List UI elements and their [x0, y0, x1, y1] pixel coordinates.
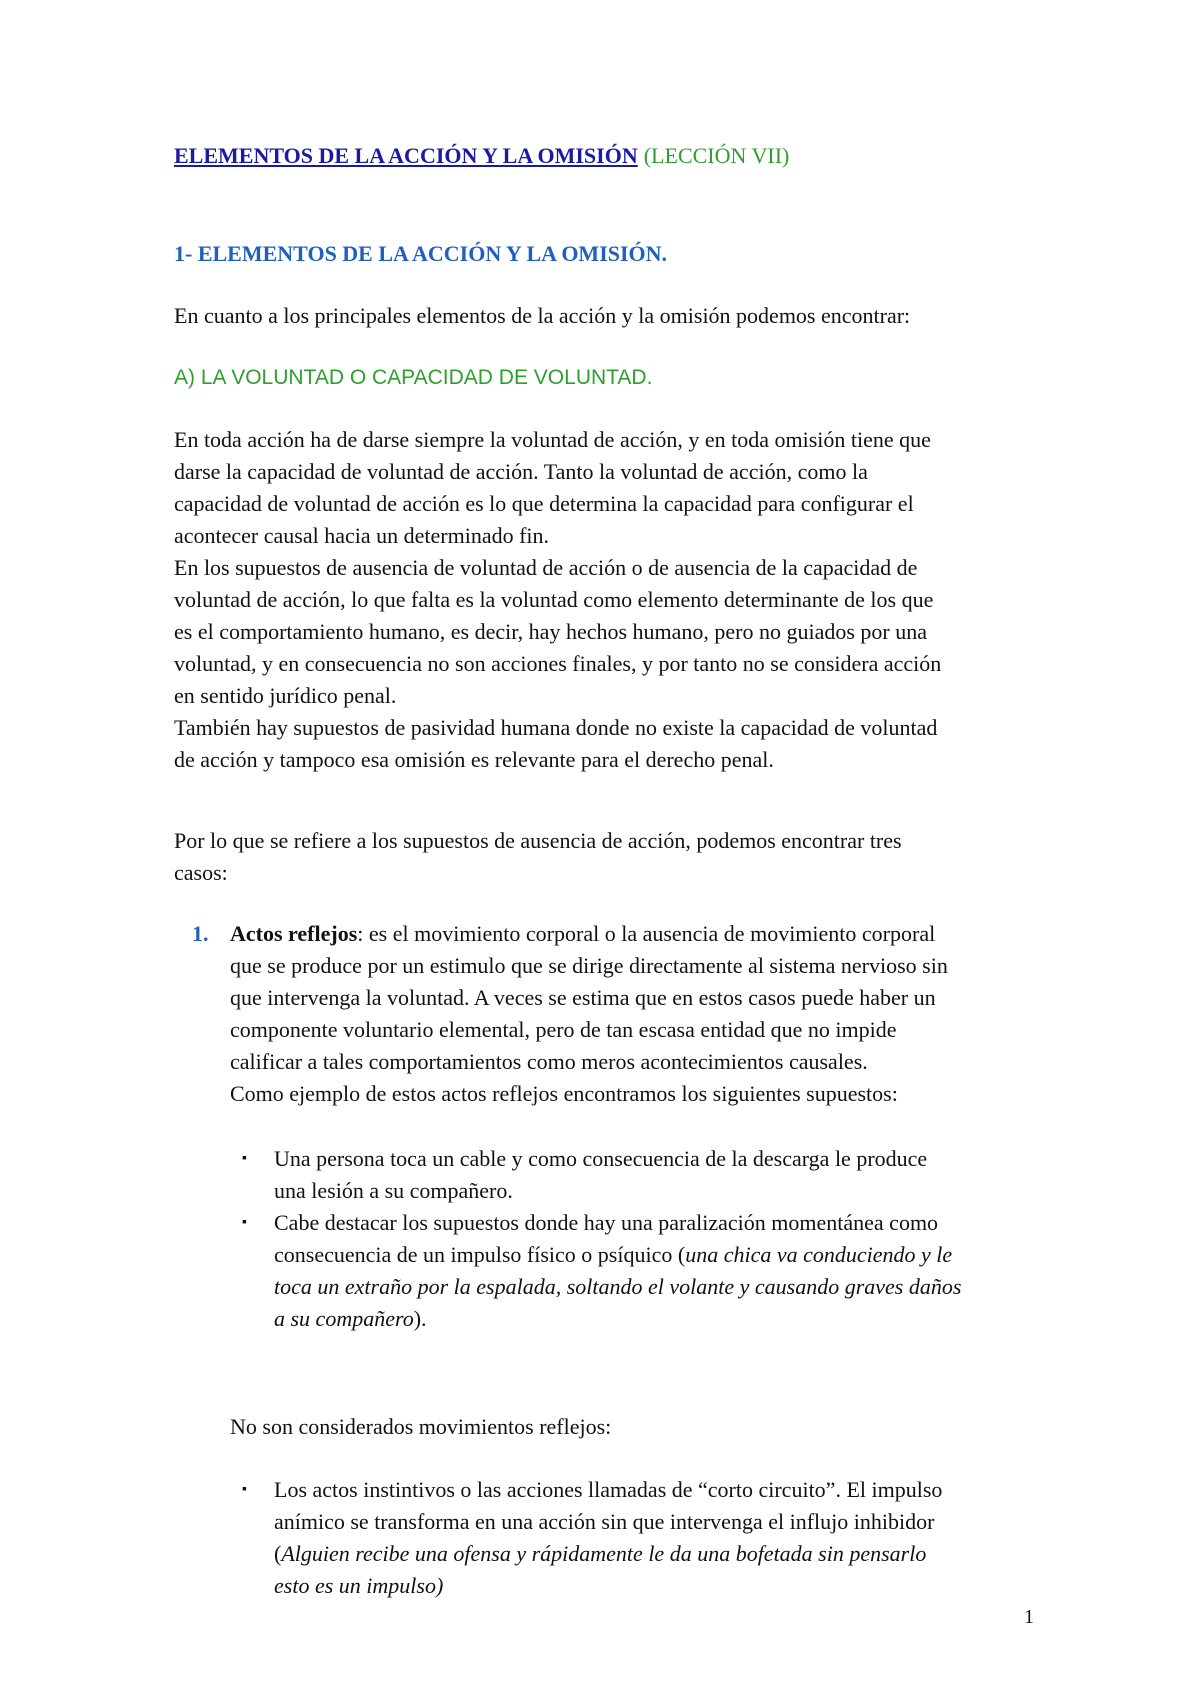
- bullet-example: una chica va conduciendo y le: [685, 1242, 953, 1267]
- paragraph-ausencia: [174, 825, 1044, 889]
- square-bullet-icon: ▪: [242, 1215, 247, 1230]
- bullet-line: Una persona toca un cable y como consecuencia de la descarga le produce: [274, 1146, 928, 1171]
- para-line: de acción y tampoco esa omisión es relevante para el derecho penal.: [174, 747, 774, 772]
- title-suffix: (LECCIÓN VII): [643, 143, 790, 168]
- subsection-heading: A) LA VOLUNTAD O CAPACIDAD DE VOLUNTAD.: [174, 366, 653, 389]
- square-bullet-icon: ▪: [242, 1151, 247, 1166]
- bullet-example-line: esto es un impulso): [274, 1573, 444, 1598]
- list-item-text: : es el movimiento corporal o la ausencia de movimiento corporal: [357, 921, 936, 946]
- bullet-item: [274, 1143, 1054, 1207]
- list-number: 1.: [192, 921, 209, 946]
- intro-paragraph: En cuanto a los principales elementos de la acción y la omisión podemos encontrar:: [174, 303, 911, 328]
- bullet-open: (: [274, 1541, 282, 1566]
- title-main: ELEMENTOS DE LA ACCIÓN Y LA OMISIÓN: [174, 143, 638, 168]
- para-line: casos:: [174, 860, 228, 885]
- page-number: 1: [1024, 1606, 1034, 1628]
- para-line: En toda acción ha de darse siempre la voluntad de acción, y en toda omisión tiene que: [174, 427, 931, 452]
- para-line: También hay supuestos de pasividad humana donde no existe la capacidad de voluntad: [174, 715, 938, 740]
- square-bullet-icon: ▪: [242, 1482, 247, 1497]
- section-heading: 1- ELEMENTOS DE LA ACCIÓN Y LA OMISIÓN.: [174, 241, 668, 266]
- list-item-body: [230, 918, 1050, 1110]
- para-line: Por lo que se refiere a los supuestos de ausencia de acción, podemos encontrar tres: [174, 828, 902, 853]
- para-line: capacidad de voluntad de acción es lo que determina la capacidad para configurar el: [174, 491, 914, 516]
- list-item-line: que se produce por un estimulo que se dirige directamente al sistema nervioso sin: [230, 953, 948, 978]
- bullet-item: [274, 1474, 1054, 1602]
- bullet-line: Cabe destacar los supuestos donde hay una paralización momentánea como: [274, 1210, 939, 1235]
- para-line: En los supuestos de ausencia de voluntad de acción o de ausencia de la capacidad de: [174, 555, 918, 580]
- para-line: voluntad de acción, lo que falta es la voluntad como elemento determinante de los que: [174, 587, 934, 612]
- bullet-line: una lesión a su compañero.: [274, 1178, 513, 1203]
- para-line: darse la capacidad de voluntad de acción. Tanto la voluntad de acción, como la: [174, 459, 868, 484]
- bullet-close: ).: [413, 1306, 427, 1331]
- paragraph-voluntad: [174, 424, 1044, 776]
- para-line: acontecer causal hacia un determinado fin.: [174, 523, 550, 548]
- bullet-line: anímico se transforma en una acción sin que intervenga el influjo inhibidor: [274, 1509, 935, 1534]
- bullet-example: Alguien recibe una ofensa y rápidamente le da una bofetada sin pensarlo: [281, 1541, 927, 1566]
- bullet-example-end: a su compañero: [274, 1306, 414, 1331]
- document-title: [174, 140, 789, 172]
- list-item-term: Actos reflejos: [230, 921, 358, 946]
- para-line: voluntad, y en consecuencia no son acciones finales, y por tanto no se considera acción: [174, 651, 942, 676]
- list-item-line: calificar a tales comportamientos como meros acontecimientos causales.: [230, 1049, 868, 1074]
- list-item-line: que intervenga la voluntad. A veces se estima que en estos casos puede haber un: [230, 985, 936, 1010]
- no-son-heading: No son considerados movimientos reflejos:: [230, 1414, 612, 1439]
- bullet-example-line: toca un extraño por la espalada, soltando el volante y causando graves daños: [274, 1274, 962, 1299]
- bullet-item: [274, 1207, 1054, 1335]
- list-item-line: Como ejemplo de estos actos reflejos encontramos los siguientes supuestos:: [230, 1081, 898, 1106]
- list-item-line: componente voluntario elemental, pero de tan escasa entidad que no impide: [230, 1017, 897, 1042]
- para-line: es el comportamiento humano, es decir, hay hechos humano, pero no guiados por una: [174, 619, 928, 644]
- para-line: en sentido jurídico penal.: [174, 683, 397, 708]
- bullet-text: consecuencia de un impulso físico o psíquico (: [274, 1242, 686, 1267]
- bullet-line: Los actos instintivos o las acciones llamadas de “corto circuito”. El impulso: [274, 1477, 943, 1502]
